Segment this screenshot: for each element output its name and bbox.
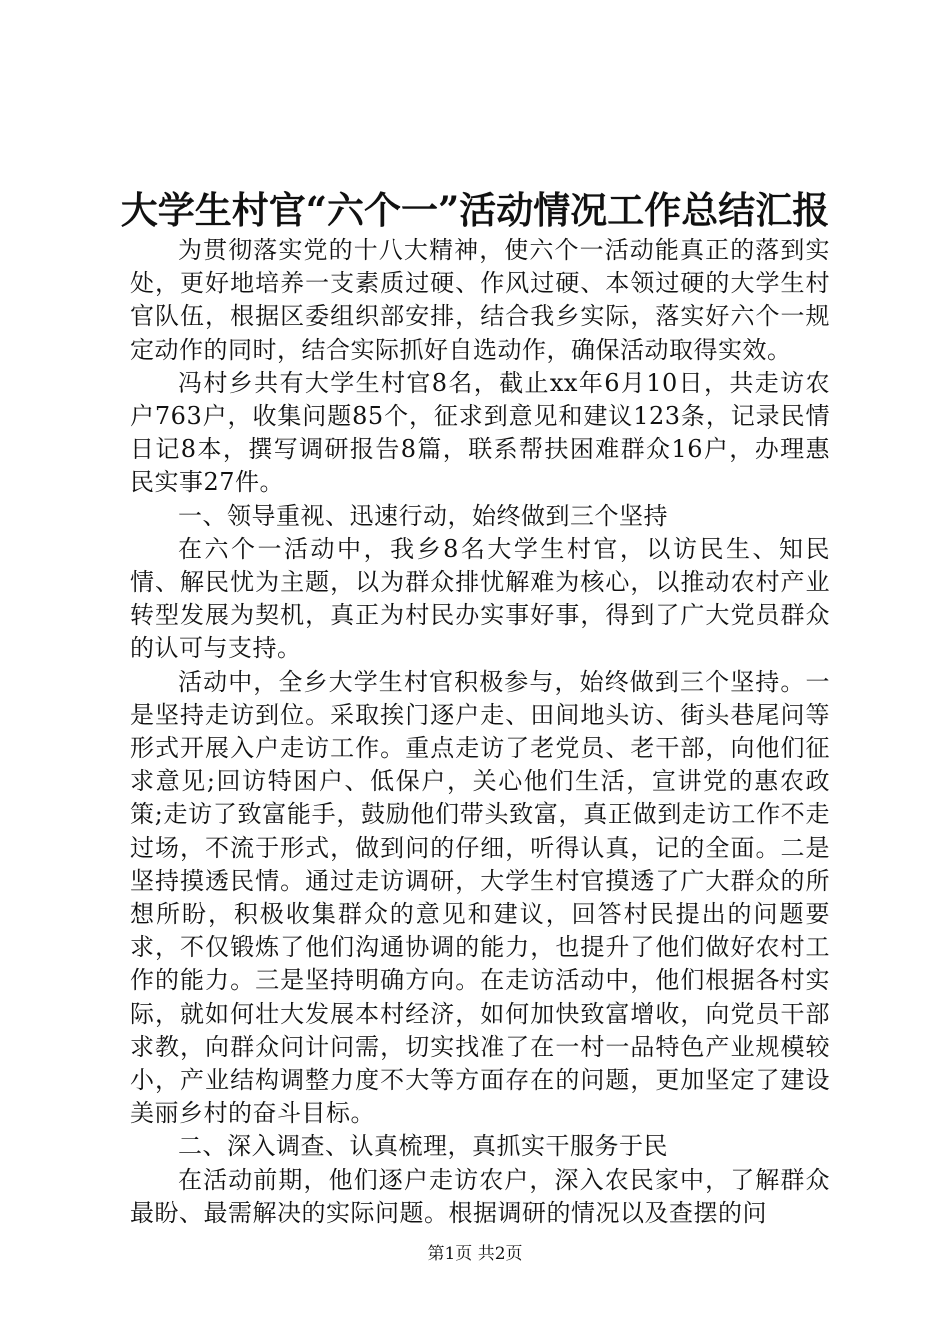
paragraph-statistics: 冯村乡共有大学生村官8名，截止xx年6月10日，共走访农户763户，收集问题85个，征求到意见和建议123条，记录民情日记8本，撰写调研报告8篇，联系帮扶困难群众16户，办理惠民实事27件。	[130, 368, 830, 497]
paragraph-section-2-intro: 在活动前期，他们逐户走访农户，深入农民家中，了解群众最盼、最需解决的实际问题。根据调研的情况以及查摆的问	[130, 1165, 830, 1227]
page-footer: 第1页 共2页	[427, 1244, 523, 1264]
paragraph-three-persistences: 活动中，全乡大学生村官积极参与，始终做到三个坚持。一是坚持走访到位。采取挨门逐户走、田间地头访、街头巷尾问等形式开展入户走访工作。重点走访了老党员、老干部，向他们征求意见;回访特困户、低保户，关心他们生活，宣讲党的惠农政策;走访了致富能手，鼓励他们带头致富，真正做到走访工作不走过场，不流于形式，做到问的仔细，听得认真，记的全面。二是坚持摸透民情。通过走访调研，大学生村官摸透了广大群众的所想所盼，积极收集群众的意见和建议，回答村民提出的问题要求，不仅锻炼了他们沟通协调的能力，也提升了他们做好农村工作的能力。三是坚持明确方向。在走访活动中，他们根据各村实际，就如何壮大发展本村经济，如何加快致富增收，向党员干部求教，向群众问计问需，切实找准了在一村一品特色产业规模较小，产业结构调整力度不大等方面存在的问题，更加坚定了建设美丽乡村的奋斗目标。	[130, 667, 830, 1128]
section-heading-2: 二、深入调查、认真梳理，真抓实干服务于民	[178, 1132, 668, 1161]
paragraph-intro: 为贯彻落实党的十八大精神，使六个一活动能真正的落到实处，更好地培养一支素质过硬、作风过硬、本领过硬的大学生村官队伍，根据区委组织部安排，结合我乡实际，落实好六个一规定动作的同时，结合实际抓好自选动作，确保活动取得实效。	[130, 236, 830, 364]
section-heading-1: 一、领导重视、迅速行动，始终做到三个坚持	[178, 501, 668, 530]
paragraph-section-1-intro: 在六个一活动中，我乡8名大学生村官，以访民生、知民情、解民忧为主题，以为群众排忧解难为核心，以推动农村产业转型发展为契机，真正为村民办实事好事，得到了广大党员群众的认可与支持。	[130, 534, 830, 663]
document-title: 大学生村官“六个一”活动情况工作总结汇报	[120, 188, 830, 232]
document-body	[130, 234, 830, 1230]
